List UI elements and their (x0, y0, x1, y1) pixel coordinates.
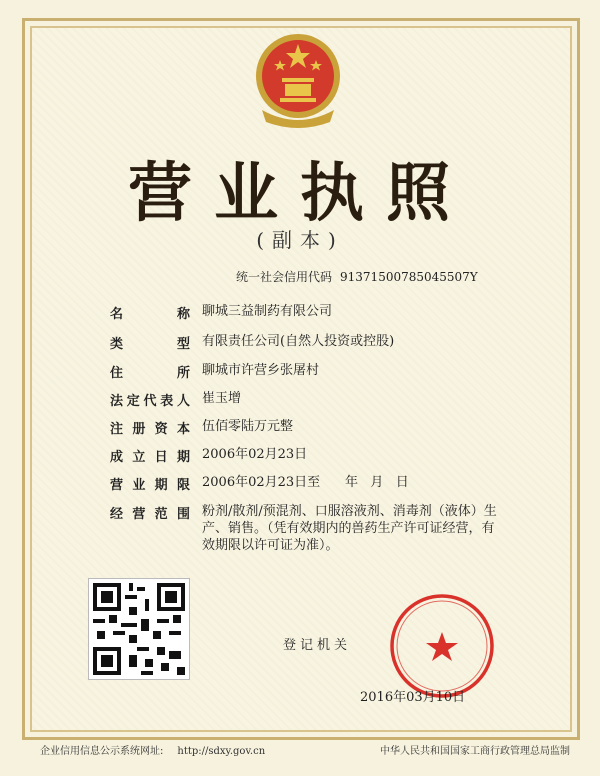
field-value: 2006年02月23日 (202, 447, 308, 462)
page-title: 营业执照 (128, 156, 472, 231)
footer-url: http://sdxy.gov.cn (177, 746, 266, 757)
official-seal-icon (388, 592, 496, 700)
credit-code-value: 91371500785045507Y (340, 270, 478, 284)
field-value: 聊城三益制药有限公司 (202, 304, 333, 319)
field-label: 法定代表人 (110, 394, 190, 409)
field-value: 聊城市许营乡张屠村 (202, 363, 320, 378)
issue-date: 2016年03月10日 (360, 690, 466, 705)
subtitle: (副本) (256, 228, 344, 252)
footer-label: 企业信用信息公示系统网址: (40, 746, 164, 757)
field-label: 名称 (110, 307, 190, 322)
field-label: 住所 (110, 366, 190, 381)
registration-authority: 登记机关 (283, 638, 352, 653)
field-label: 经营范围 (110, 507, 190, 522)
footer-left (40, 742, 265, 757)
field-value: 伍佰零陆万元整 (202, 419, 294, 434)
credit-code-label: 统一社会信用代码 (236, 270, 333, 284)
field-value: 崔玉增 (202, 391, 242, 406)
field-value: 粉剂/散剂/预混剂、口服溶液剂、消毒剂（液体）生产、销售。（凭有效期内的兽药生产许可证经营，有效期限以许可证为准）。 (202, 504, 497, 553)
field-label: 营业期限 (110, 478, 190, 493)
credit-code (236, 268, 478, 285)
qr-code-icon (88, 578, 190, 680)
footer-right: 中华人民共和国国家工商行政管理总局监制 (380, 746, 570, 757)
field-label: 注册资本 (110, 422, 190, 437)
field-label: 类型 (110, 337, 190, 352)
field-value: 有限责任公司(自然人投资或控股) (202, 334, 395, 349)
field-label: 成立日期 (110, 450, 190, 465)
field-value: 2006年02月23日至 年 月 日 (202, 475, 409, 490)
national-emblem-icon (252, 30, 344, 130)
